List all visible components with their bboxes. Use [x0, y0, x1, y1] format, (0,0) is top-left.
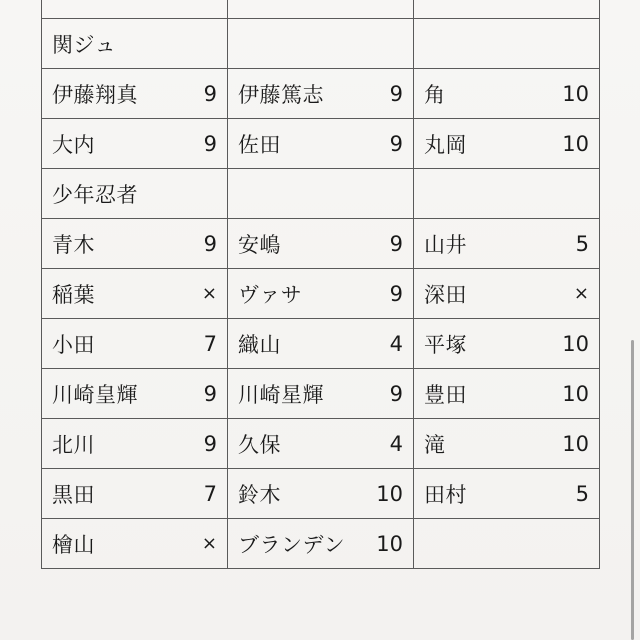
member-score: 9: [389, 281, 403, 306]
table-cell: [42, 319, 228, 369]
table-cell: [228, 419, 414, 469]
member-name: 田村: [424, 482, 467, 507]
member-score: 5: [575, 481, 589, 506]
group-label-cell: [42, 169, 228, 219]
group-header-row: [42, 19, 600, 69]
vertical-scrollbar[interactable]: [631, 340, 634, 640]
table-cell: [228, 69, 414, 119]
member-score: 9: [389, 381, 403, 406]
table-row: [42, 269, 600, 319]
table-cell: [414, 0, 600, 19]
table-cell: [42, 519, 228, 569]
member-score: 10: [562, 131, 589, 156]
member-score: 10: [562, 81, 589, 106]
member-score: 10: [562, 431, 589, 456]
member-score: 10: [562, 381, 589, 406]
member-score: ×: [201, 283, 217, 304]
member-name: 檜山: [52, 532, 95, 557]
table-cell: [414, 219, 600, 269]
table-row: [42, 369, 600, 419]
table-cell: [414, 169, 600, 219]
table-row: [42, 219, 600, 269]
table-cell: [42, 119, 228, 169]
member-name: 川崎星輝: [238, 382, 324, 407]
member-name: 佐田: [238, 132, 281, 157]
table-cell: [228, 219, 414, 269]
member-name: 川崎皇輝: [52, 382, 138, 407]
member-name: 大内: [52, 132, 95, 157]
table-row: [42, 519, 600, 569]
member-name: 鈴木: [238, 482, 281, 507]
table-row: [42, 69, 600, 119]
member-name: 安嶋: [238, 232, 281, 257]
member-score: 9: [203, 431, 217, 456]
member-name: 角: [424, 82, 446, 107]
table-cell: [42, 469, 228, 519]
member-name: 山井: [424, 232, 467, 257]
member-score: 10: [376, 481, 403, 506]
table-row: [42, 119, 600, 169]
member-name: ブランデン: [238, 532, 346, 557]
member-name: 豊田: [424, 382, 467, 407]
member-score: 5: [575, 231, 589, 256]
table-cell: [414, 469, 600, 519]
table-cell: [228, 119, 414, 169]
member-name: 丸岡: [424, 132, 467, 157]
member-name: 北川: [52, 432, 95, 457]
member-score: ×: [573, 283, 589, 304]
member-name: 小田: [52, 332, 95, 357]
table-cell: [414, 269, 600, 319]
member-score: 7: [203, 481, 217, 506]
member-score: 10: [562, 331, 589, 356]
table-row: [42, 419, 600, 469]
member-score: 7: [203, 331, 217, 356]
table-cell: [414, 419, 600, 469]
member-name: 滝: [424, 432, 446, 457]
member-score: 9: [389, 81, 403, 106]
member-score: 4: [389, 331, 403, 356]
member-name: 伊藤翔真: [52, 82, 138, 107]
table-cell: [414, 69, 600, 119]
member-score: 4: [389, 431, 403, 456]
table-cell: [228, 519, 414, 569]
table-row: [42, 319, 600, 369]
table-cell: [42, 269, 228, 319]
table-row: [42, 469, 600, 519]
member-score: 9: [203, 231, 217, 256]
group-label-cell: [42, 19, 228, 69]
member-score: ×: [201, 533, 217, 554]
member-score-table: [41, 0, 600, 569]
table-cell: [228, 319, 414, 369]
member-name: 稲葉: [52, 282, 95, 307]
group-header-row: [42, 169, 600, 219]
member-name: 久保: [238, 432, 281, 457]
table-cell: [42, 0, 228, 19]
table-cell: [42, 219, 228, 269]
member-score: 9: [203, 81, 217, 106]
group-label: 少年忍者: [52, 182, 138, 207]
table-cell: [414, 319, 600, 369]
table-cell: [414, 19, 600, 69]
member-score: 9: [203, 381, 217, 406]
member-name: ヴァサ: [238, 282, 303, 307]
table-cell: [228, 469, 414, 519]
member-score: 10: [376, 531, 403, 556]
member-score: 9: [389, 131, 403, 156]
member-score: 9: [389, 231, 403, 256]
table-cell: [228, 269, 414, 319]
table-cell: [42, 369, 228, 419]
member-score: 9: [203, 131, 217, 156]
table-cell: [414, 369, 600, 419]
table-cell: [42, 69, 228, 119]
table-cell: [228, 169, 414, 219]
table-cell: [228, 19, 414, 69]
group-label: 関ジュ: [52, 32, 117, 57]
table-cell: [228, 369, 414, 419]
table-cell: [414, 119, 600, 169]
table-cell: [42, 419, 228, 469]
member-name: 深田: [424, 282, 467, 307]
member-name: 黒田: [52, 482, 95, 507]
member-name: 青木: [52, 232, 95, 257]
member-name: 伊藤篤志: [238, 82, 324, 107]
table-cell: [228, 0, 414, 19]
member-name: 織山: [238, 332, 281, 357]
table-row: [42, 0, 600, 19]
table-cell: [414, 519, 600, 569]
member-name: 平塚: [424, 332, 467, 357]
